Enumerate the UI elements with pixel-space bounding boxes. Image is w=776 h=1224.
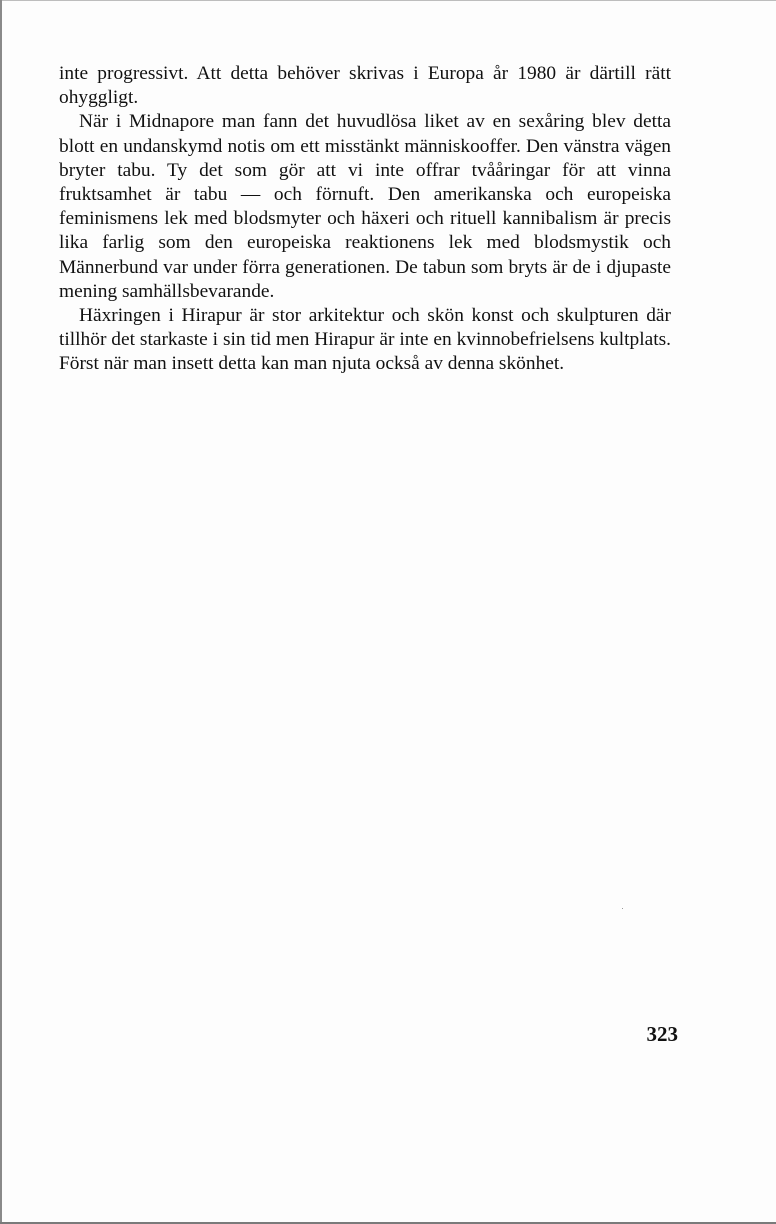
paragraph-haxringen: Häxringen i Hirapur är stor arkitektur och skön konst och skulpturen där tillhör det starkaste i sin tid men Hirapur är inte en kvinnobefrielsens kultplats. Först när man insett detta kan man njuta också av denna skönhet. [59, 305, 671, 375]
scan-speck [622, 908, 623, 909]
paragraph-continued: inte progressivt. Att detta behöver skrivas i Europa år 1980 är därtill rätt ohyggligt. [59, 63, 671, 109]
page-number: 323 [646, 1022, 678, 1046]
page-left-edge [0, 0, 2, 1224]
paragraph-midnapore: När i Midnapore man fann det huvudlösa liket av en sexåring blev detta blott en undanskymd notis om ett misstänkt människooffer. Den vänstra vägen bryter tabu. Ty det som gör att vi inte offrar tvååringar för att vinna fruktsamhet är tabu — och förnuft. Den amerikanska och europeiska feminismens lek med blodsmyter och häxeri och rituell kannibalism är precis lika farlig som den europeiska reaktionens lek med blodsmystik och Männerbund var under förra generationen. De tabun som bryts är de i djupaste mening samhällsbevarande. [59, 111, 671, 302]
body-text [59, 62, 671, 377]
page-top-edge [0, 0, 776, 1]
